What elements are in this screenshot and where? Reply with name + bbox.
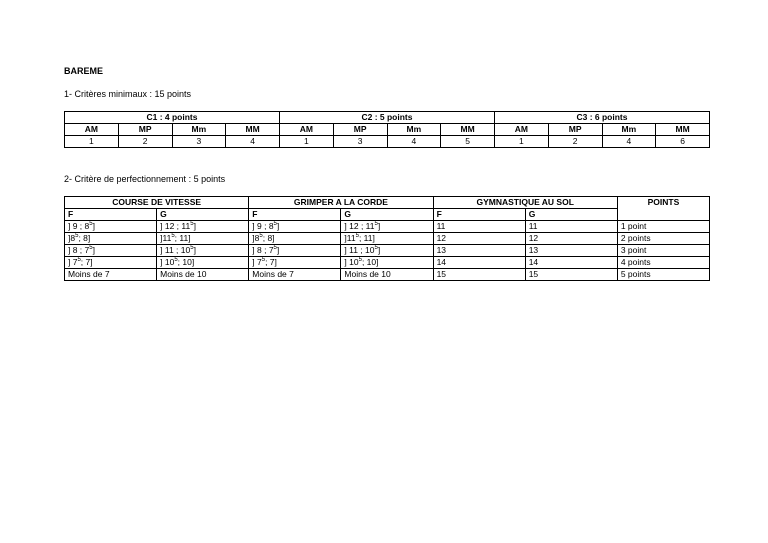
table-cell: 14 [433,257,525,269]
criteria-group-row [65,112,710,124]
criteria-sublabel: Mm [172,124,226,136]
table-cell: 15 [433,269,525,281]
table-cell: ]$8^5$; 8] [249,233,341,245]
table-cell: ] 11 ; $10^5$] [341,245,433,257]
table-cell: ] 9 ; $8^5$] [65,221,157,233]
table-cell: ]$11^5$; 11] [341,233,433,245]
criteria-sublabel: AM [495,124,549,136]
criteria-sublabel: AM [280,124,334,136]
section1-heading: 1- Critères minimaux : 15 points [64,89,192,99]
discipline-header-row [65,197,710,209]
criteria-value: 2 [118,136,172,148]
table-cell: Moins de 10 [341,269,433,281]
criteria-sublabel: Mm [602,124,656,136]
group-c2: C2 : 5 points [280,112,495,124]
criteria-value: 1 [280,136,334,148]
table-cell: ] 11 ; $10^5$] [157,245,249,257]
table-cell: ]$8^5$; 8] [65,233,157,245]
table-cell: 13 [433,245,525,257]
table-cell: ] 8 ; $7^5$] [65,245,157,257]
criteria-value: 4 [226,136,280,148]
table-cell: ] 9 ; $8^5$] [249,221,341,233]
criteria-sublabel: MP [118,124,172,136]
table-cell: 4 points [617,257,709,269]
gender-subheader: G [525,209,617,221]
gender-subheader: G [157,209,249,221]
perfection-rows [65,221,710,281]
criteria-value: 4 [602,136,656,148]
table-cell: 15 [525,269,617,281]
table-cell: ] 12 ; $11^5$] [341,221,433,233]
table-cell: ]$11^5$; 11] [157,233,249,245]
criteria-sublabel: Mm [387,124,441,136]
criteria-sublabel: AM [65,124,119,136]
table-cell: ] $7^5$; 7] [65,257,157,269]
header-gymnastique-sol: GYMNASTIQUE AU SOL [433,197,617,209]
header-course-vitesse: COURSE DE VITESSE [65,197,249,209]
table-cell: ] $10^5$; 10] [157,257,249,269]
table-cell: 11 [525,221,617,233]
perfection-criteria-table [64,196,710,281]
criteria-value: 1 [65,136,119,148]
table-cell: Moins de 10 [157,269,249,281]
table-row [65,233,710,245]
table-cell: 1 point [617,221,709,233]
group-c3: C3 : 6 points [495,112,710,124]
table-row [65,269,710,281]
table-cell: 11 [433,221,525,233]
table-cell: 13 [525,245,617,257]
document-title: BAREME [64,66,104,76]
table-cell: ] 8 ; $7^5$] [249,245,341,257]
criteria-value: 3 [333,136,387,148]
table-cell: 2 points [617,233,709,245]
gender-subheader: F [433,209,525,221]
header-points: POINTS [617,197,709,221]
table-cell: 12 [525,233,617,245]
gender-subheader: G [341,209,433,221]
criteria-value-row [65,136,710,148]
table-cell: 12 [433,233,525,245]
table-row [65,257,710,269]
table-cell: ] $10^5$; 10] [341,257,433,269]
criteria-value: 2 [548,136,602,148]
criteria-sublabel: MM [441,124,495,136]
criteria-value: 5 [441,136,495,148]
table-cell: 14 [525,257,617,269]
minimal-criteria-table [64,111,710,148]
table-cell: ] $7^5$; 7] [249,257,341,269]
criteria-value: 4 [387,136,441,148]
criteria-value: 1 [495,136,549,148]
criteria-sublabel: MP [333,124,387,136]
table-cell: Moins de 7 [65,269,157,281]
criteria-value: 3 [172,136,226,148]
table-cell: 5 points [617,269,709,281]
table-row [65,245,710,257]
gender-subheader: F [249,209,341,221]
gender-subheader: F [65,209,157,221]
table-cell: 3 point [617,245,709,257]
header-grimper-corde: GRIMPER A LA CORDE [249,197,433,209]
table-cell: Moins de 7 [249,269,341,281]
gender-subheader-row [65,209,710,221]
criteria-value: 6 [656,136,710,148]
table-cell: ] 12 ; $11^5$] [157,221,249,233]
criteria-sublabel: MM [226,124,280,136]
section2-heading: 2- Critère de perfectionnement : 5 points [64,174,226,184]
criteria-sublabel-row [65,124,710,136]
table-row [65,221,710,233]
criteria-sublabel: MP [548,124,602,136]
group-c1: C1 : 4 points [65,112,280,124]
criteria-sublabel: MM [656,124,710,136]
